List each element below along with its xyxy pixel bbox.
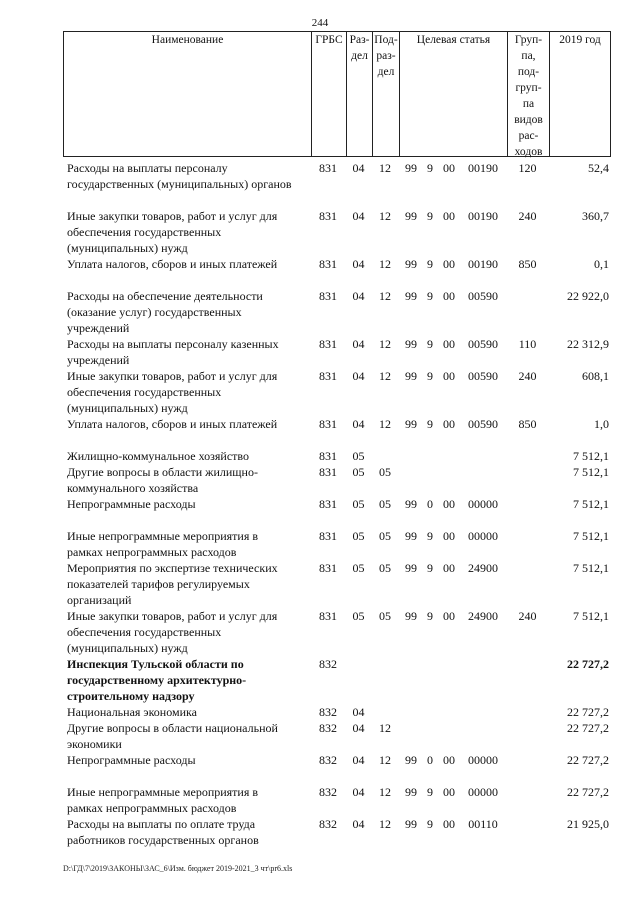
table-row xyxy=(63,560,611,608)
row-name: Инспекция Тульской области по государственному архитектурно- строительному надзору xyxy=(67,657,247,703)
row-name: Иные закупки товаров, работ и услуг для обеспечения государственных (муниципальных) нужд xyxy=(67,369,278,415)
cell-razdel: 04 xyxy=(352,369,365,383)
cell-sum: 7 512,1 xyxy=(573,497,609,511)
cell-grbs: 831 xyxy=(319,417,337,431)
cell-target-2: 9 xyxy=(427,529,433,543)
cell-target-3: 00 xyxy=(443,753,455,767)
table-header xyxy=(63,31,611,157)
table-row xyxy=(63,496,611,528)
row-name: Иные непрограммные мероприятия в рамках непрограммных расходов xyxy=(67,785,259,815)
cell-target-2: 0 xyxy=(427,753,433,767)
cell-podrazdel: 12 xyxy=(379,161,391,175)
cell-expense-type: 240 xyxy=(518,369,537,383)
cell-target-3: 00 xyxy=(443,161,455,175)
cell-razdel: 04 xyxy=(352,417,365,431)
cell-podrazdel: 05 xyxy=(379,529,391,543)
cell-razdel: 04 xyxy=(352,209,365,223)
cell-target-4: 24900 xyxy=(468,609,498,623)
cell-target-2: 9 xyxy=(427,417,433,431)
header-gruppa: Груп- па, под- груп- па видов рас- ходов xyxy=(514,34,543,158)
cell-podrazdel: 12 xyxy=(379,785,391,799)
cell-target-4: 00000 xyxy=(468,497,498,511)
cell-target-1: 99 xyxy=(405,561,417,575)
cell-target-4: 00590 xyxy=(468,337,498,351)
cell-target-4: 00590 xyxy=(468,417,498,431)
cell-podrazdel: 05 xyxy=(379,465,391,479)
table-row xyxy=(63,752,611,784)
cell-grbs: 831 xyxy=(319,449,337,463)
cell-target-1: 99 xyxy=(405,257,417,271)
row-name: Иные закупки товаров, работ и услуг для обеспечения государственных (муниципальных) нужд xyxy=(67,209,278,255)
file-path: D:\ГД\7\2019\ЗАКОНЫ\ЗАС_6\Изм. бюджет 2019-2021_3 чт\pr6.xls xyxy=(63,864,293,873)
cell-target-1: 99 xyxy=(405,753,417,767)
cell-razdel: 05 xyxy=(352,465,365,479)
cell-target-4: 00190 xyxy=(468,257,498,271)
cell-sum: 608,1 xyxy=(582,369,609,383)
cell-podrazdel: 12 xyxy=(379,209,391,223)
cell-razdel: 05 xyxy=(352,609,365,623)
cell-razdel: 04 xyxy=(352,753,365,767)
cell-expense-type: 110 xyxy=(518,337,537,351)
cell-podrazdel: 05 xyxy=(379,561,391,575)
table-row xyxy=(63,368,611,416)
cell-sum: 22 727,2 xyxy=(567,705,609,719)
cell-podrazdel: 12 xyxy=(379,817,391,831)
cell-target-4: 00000 xyxy=(468,529,498,543)
cell-podrazdel: 12 xyxy=(379,337,391,351)
cell-sum: 7 512,1 xyxy=(573,465,609,479)
cell-expense-type: 240 xyxy=(518,609,537,623)
cell-razdel: 04 xyxy=(352,705,365,719)
cell-target-4: 00110 xyxy=(468,817,498,831)
cell-target-3: 00 xyxy=(443,289,455,303)
cell-podrazdel: 12 xyxy=(379,289,391,303)
cell-target-3: 00 xyxy=(443,497,455,511)
cell-target-1: 99 xyxy=(405,497,417,511)
cell-podrazdel: 12 xyxy=(379,753,391,767)
cell-sum: 1,0 xyxy=(594,417,609,431)
table-row xyxy=(63,288,611,336)
cell-razdel: 05 xyxy=(352,449,365,463)
cell-target-1: 99 xyxy=(405,817,417,831)
header-name: Наименование xyxy=(151,34,224,46)
cell-razdel: 04 xyxy=(352,337,365,351)
cell-grbs: 832 xyxy=(319,705,337,719)
row-name: Другие вопросы в области жилищно- коммунального хозяйства xyxy=(67,465,258,495)
cell-grbs: 831 xyxy=(319,609,337,623)
row-name: Непрограммные расходы xyxy=(67,497,196,511)
cell-target-2: 9 xyxy=(427,785,433,799)
table-row xyxy=(63,256,611,288)
table-row xyxy=(63,720,611,752)
table-row xyxy=(63,208,611,256)
cell-grbs: 832 xyxy=(319,785,337,799)
cell-grbs: 831 xyxy=(319,209,337,223)
table-row xyxy=(63,608,611,656)
cell-sum: 22 727,2 xyxy=(567,785,609,799)
cell-razdel: 05 xyxy=(352,561,365,575)
cell-target-2: 9 xyxy=(427,609,433,623)
cell-target-2: 0 xyxy=(427,497,433,511)
table-row xyxy=(63,448,611,464)
cell-target-2: 9 xyxy=(427,161,433,175)
table-row xyxy=(63,464,611,496)
cell-razdel: 04 xyxy=(352,161,365,175)
header-celevaya: Целевая статья xyxy=(416,34,491,46)
cell-grbs: 831 xyxy=(319,497,337,511)
cell-sum: 7 512,1 xyxy=(573,529,609,543)
table-row xyxy=(63,816,611,848)
page-number: 244 xyxy=(311,17,329,29)
row-name: Уплата налогов, сборов и иных платежей xyxy=(67,257,278,271)
row-name: Иные непрограммные мероприятия в рамках непрограммных расходов xyxy=(67,529,259,559)
cell-target-2: 9 xyxy=(427,337,433,351)
cell-target-2: 9 xyxy=(427,561,433,575)
cell-target-4: 24900 xyxy=(468,561,498,575)
table-row xyxy=(63,656,611,704)
table-row xyxy=(63,528,611,560)
cell-grbs: 832 xyxy=(319,817,337,831)
cell-target-1: 99 xyxy=(405,369,417,383)
cell-target-1: 99 xyxy=(405,289,417,303)
cell-target-1: 99 xyxy=(405,785,417,799)
table-row xyxy=(63,704,611,720)
cell-target-4: 00000 xyxy=(468,753,498,767)
cell-target-2: 9 xyxy=(427,289,433,303)
row-name: Жилищно-коммунальное хозяйство xyxy=(67,449,250,463)
cell-podrazdel: 12 xyxy=(379,417,391,431)
cell-razdel: 04 xyxy=(352,289,365,303)
row-name: Расходы на выплаты персоналу казенных учреждений xyxy=(67,337,279,367)
cell-expense-type: 850 xyxy=(518,257,537,271)
cell-target-2: 9 xyxy=(427,257,433,271)
cell-grbs: 831 xyxy=(319,465,337,479)
cell-grbs: 832 xyxy=(319,721,337,735)
cell-grbs: 831 xyxy=(319,161,337,175)
cell-target-1: 99 xyxy=(405,161,417,175)
cell-grbs: 831 xyxy=(319,337,337,351)
cell-grbs: 831 xyxy=(319,561,337,575)
cell-grbs: 832 xyxy=(319,753,337,767)
row-name: Иные закупки товаров, работ и услуг для обеспечения государственных (муниципальных) нужд xyxy=(67,609,278,655)
cell-sum: 0,1 xyxy=(594,257,609,271)
cell-podrazdel: 05 xyxy=(379,497,391,511)
cell-grbs: 832 xyxy=(319,657,337,671)
cell-target-3: 00 xyxy=(443,257,455,271)
header-year: 2019 год xyxy=(559,34,601,46)
cell-target-2: 9 xyxy=(427,369,433,383)
row-name: Непрограммные расходы xyxy=(67,753,196,767)
cell-razdel: 04 xyxy=(352,785,365,799)
cell-sum: 7 512,1 xyxy=(573,449,609,463)
cell-grbs: 831 xyxy=(319,289,337,303)
cell-sum: 22 727,2 xyxy=(567,657,609,671)
cell-podrazdel: 12 xyxy=(379,721,391,735)
cell-target-1: 99 xyxy=(405,529,417,543)
cell-target-2: 9 xyxy=(427,817,433,831)
cell-sum: 22 727,2 xyxy=(567,753,609,767)
cell-target-1: 99 xyxy=(405,609,417,623)
row-name: Уплата налогов, сборов и иных платежей xyxy=(67,417,278,431)
cell-target-2: 9 xyxy=(427,209,433,223)
cell-razdel: 04 xyxy=(352,721,365,735)
cell-target-3: 00 xyxy=(443,337,455,351)
cell-sum: 21 925,0 xyxy=(567,817,609,831)
cell-target-4: 00190 xyxy=(468,209,498,223)
cell-target-3: 00 xyxy=(443,209,455,223)
cell-target-4: 00000 xyxy=(468,785,498,799)
cell-target-4: 00590 xyxy=(468,289,498,303)
cell-sum: 7 512,1 xyxy=(573,609,609,623)
row-name: Мероприятия по экспертизе технических показателей тарифов регулируемых организаций xyxy=(67,561,278,607)
cell-target-3: 00 xyxy=(443,817,455,831)
cell-podrazdel: 12 xyxy=(379,369,391,383)
cell-sum: 360,7 xyxy=(582,209,609,223)
cell-sum: 22 312,9 xyxy=(567,337,609,351)
cell-expense-type: 850 xyxy=(518,417,537,431)
cell-target-3: 00 xyxy=(443,417,455,431)
cell-expense-type: 120 xyxy=(518,161,537,175)
cell-sum: 7 512,1 xyxy=(573,561,609,575)
cell-razdel: 05 xyxy=(352,529,365,543)
table-row xyxy=(63,784,611,816)
table-row xyxy=(63,336,611,368)
cell-target-1: 99 xyxy=(405,209,417,223)
row-name: Расходы на выплаты по оплате труда работников государственных органов xyxy=(67,817,259,847)
cell-podrazdel: 05 xyxy=(379,609,391,623)
cell-podrazdel: 12 xyxy=(379,257,391,271)
cell-razdel: 04 xyxy=(352,257,365,271)
cell-target-3: 00 xyxy=(443,609,455,623)
cell-target-1: 99 xyxy=(405,417,417,431)
cell-sum: 52,4 xyxy=(588,161,609,175)
cell-sum: 22 922,0 xyxy=(567,289,609,303)
row-name: Расходы на обеспечение деятельности (оказание услуг) государственных учреждений xyxy=(67,289,263,335)
header-razdel: Раз- дел xyxy=(349,34,370,62)
cell-grbs: 831 xyxy=(319,529,337,543)
cell-grbs: 831 xyxy=(319,257,337,271)
header-podrazdel: Под- раз- дел xyxy=(374,34,398,78)
row-name: Национальная экономика xyxy=(67,705,197,719)
table-body xyxy=(63,160,611,848)
cell-target-3: 00 xyxy=(443,369,455,383)
cell-razdel: 05 xyxy=(352,497,365,511)
cell-sum: 22 727,2 xyxy=(567,721,609,735)
cell-expense-type: 240 xyxy=(518,209,537,223)
cell-target-4: 00590 xyxy=(468,369,498,383)
cell-target-1: 99 xyxy=(405,337,417,351)
cell-target-3: 00 xyxy=(443,785,455,799)
row-name: Расходы на выплаты персоналу государственных (муниципальных) органов xyxy=(67,161,292,191)
cell-grbs: 831 xyxy=(319,369,337,383)
cell-target-3: 00 xyxy=(443,561,455,575)
row-name: Другие вопросы в области национальной экономики xyxy=(67,721,278,751)
cell-target-4: 00190 xyxy=(468,161,498,175)
table-row xyxy=(63,416,611,448)
header-grbs: ГРБС xyxy=(315,34,343,46)
table-row xyxy=(63,160,611,208)
cell-target-3: 00 xyxy=(443,529,455,543)
cell-razdel: 04 xyxy=(352,817,365,831)
